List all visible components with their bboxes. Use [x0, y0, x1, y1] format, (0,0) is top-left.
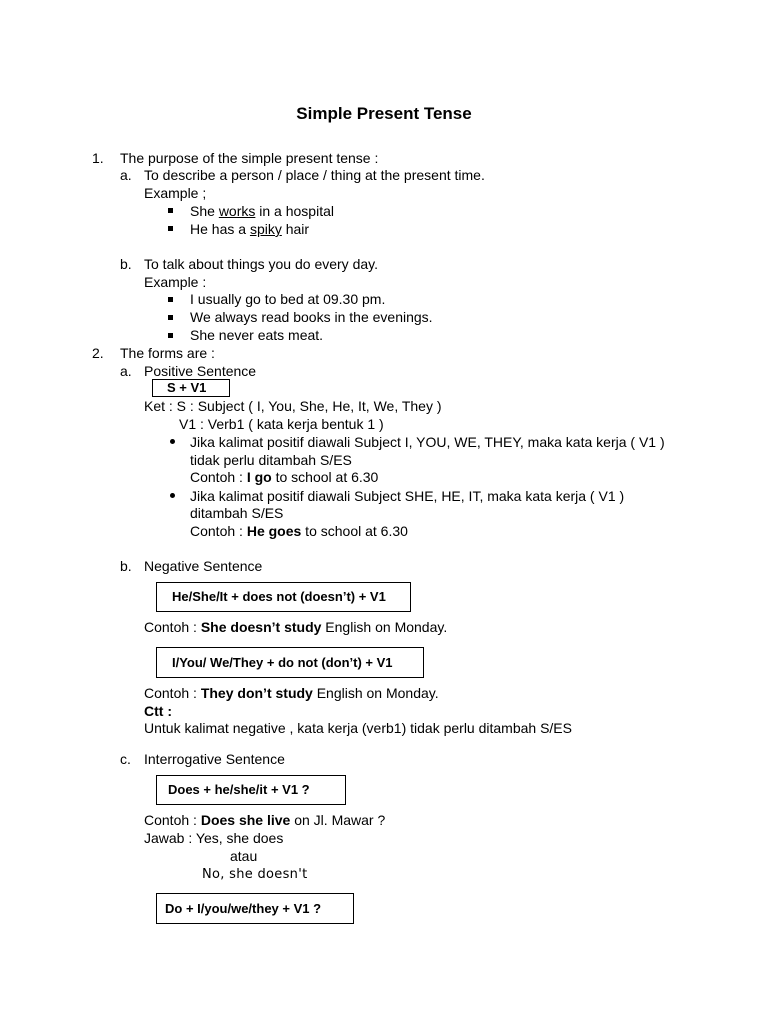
formula-box-negative-other [156, 647, 424, 678]
contoh-line: Contoh : He goes to school at 6.30 [190, 523, 408, 539]
ket-line: Ket : S : Subject ( I, You, She, He, It, We, They ) [144, 398, 442, 414]
section-1-number: 1. [92, 150, 104, 166]
example-item: I usually go to bed at 09.30 pm. [190, 291, 386, 307]
section-1-heading: The purpose of the simple present tense : [120, 150, 379, 166]
formula-text: Does + he/she/it + V1 ? [168, 782, 310, 797]
ctt-label: Ctt : [144, 703, 172, 719]
ket-line: V1 : Verb1 ( kata kerja bentuk 1 ) [179, 416, 384, 432]
formula-box-positive [152, 379, 230, 397]
formula-text: Do + I/you/we/they + V1 ? [165, 900, 322, 916]
example-item: She works in a hospital [190, 203, 334, 219]
formula-text: S + V1 [167, 380, 207, 395]
bullet-square [168, 333, 173, 338]
section-1b-text: To talk about things you do every day. [144, 256, 378, 272]
bullet-square [168, 226, 173, 231]
section-2b-text: Negative Sentence [144, 558, 263, 574]
rule-line: tidak perlu ditambah S/ES [190, 452, 352, 468]
jawab-line: Jawab : Yes, she does [144, 830, 284, 846]
bullet-dot [170, 439, 175, 444]
bullet-square [168, 208, 173, 213]
section-1a-text: To describe a person / place / thing at the present time. [144, 167, 485, 183]
page-title: Simple Present Tense [296, 104, 472, 123]
atau-text: atau [230, 848, 258, 864]
ctt-text: Untuk kalimat negative , kata kerja (verb1) tidak perlu ditambah S/ES [144, 720, 572, 736]
section-1b-example-label: Example : [144, 274, 207, 290]
section-2-heading: The forms are : [120, 345, 215, 361]
bullet-square [168, 315, 173, 320]
bullet-square [168, 297, 173, 302]
example-item: She never eats meat. [190, 327, 324, 343]
formula-text: I/You/ We/They + do not (don’t) + V1 [172, 654, 393, 670]
section-2a-letter: a. [120, 363, 132, 379]
formula-box-interrogative-other [156, 893, 354, 924]
section-1a-example-label: Example ; [144, 185, 207, 201]
example-item: We always read books in the evenings. [190, 309, 433, 325]
section-2c-text: Interrogative Sentence [144, 751, 285, 767]
contoh-line: Contoh : I go to school at 6.30 [190, 469, 379, 485]
rule-line: ditambah S/ES [190, 505, 284, 521]
formula-box-interrogative-3rd [156, 775, 346, 805]
section-2b-letter: b. [120, 558, 132, 574]
rule-line: Jika kalimat positif diawali Subject I, YOU, WE, THEY, maka kata kerja ( V1 ) [190, 434, 665, 450]
section-2c-letter: c. [120, 751, 131, 767]
contoh-line: Contoh : She doesn’t study English on Monday. [144, 619, 448, 635]
formula-box-negative-3rd [156, 582, 411, 612]
no-answer: No, she doesn't [202, 867, 308, 882]
example-item: He has a spiky hair [190, 221, 310, 237]
contoh-line: Contoh : Does she live on Jl. Mawar ? [144, 812, 386, 828]
bullet-dot [170, 493, 175, 498]
contoh-line: Contoh : They don’t study English on Monday. [144, 685, 439, 701]
formula-text: He/She/It + does not (doesn’t) + V1 [172, 589, 386, 604]
section-2-number: 2. [92, 345, 104, 361]
section-1a-letter: a. [120, 167, 132, 183]
section-1b-letter: b. [120, 256, 132, 272]
section-2a-text: Positive Sentence [144, 363, 257, 379]
rule-line: Jika kalimat positif diawali Subject SHE, HE, IT, maka kata kerja ( V1 ) [190, 488, 625, 504]
